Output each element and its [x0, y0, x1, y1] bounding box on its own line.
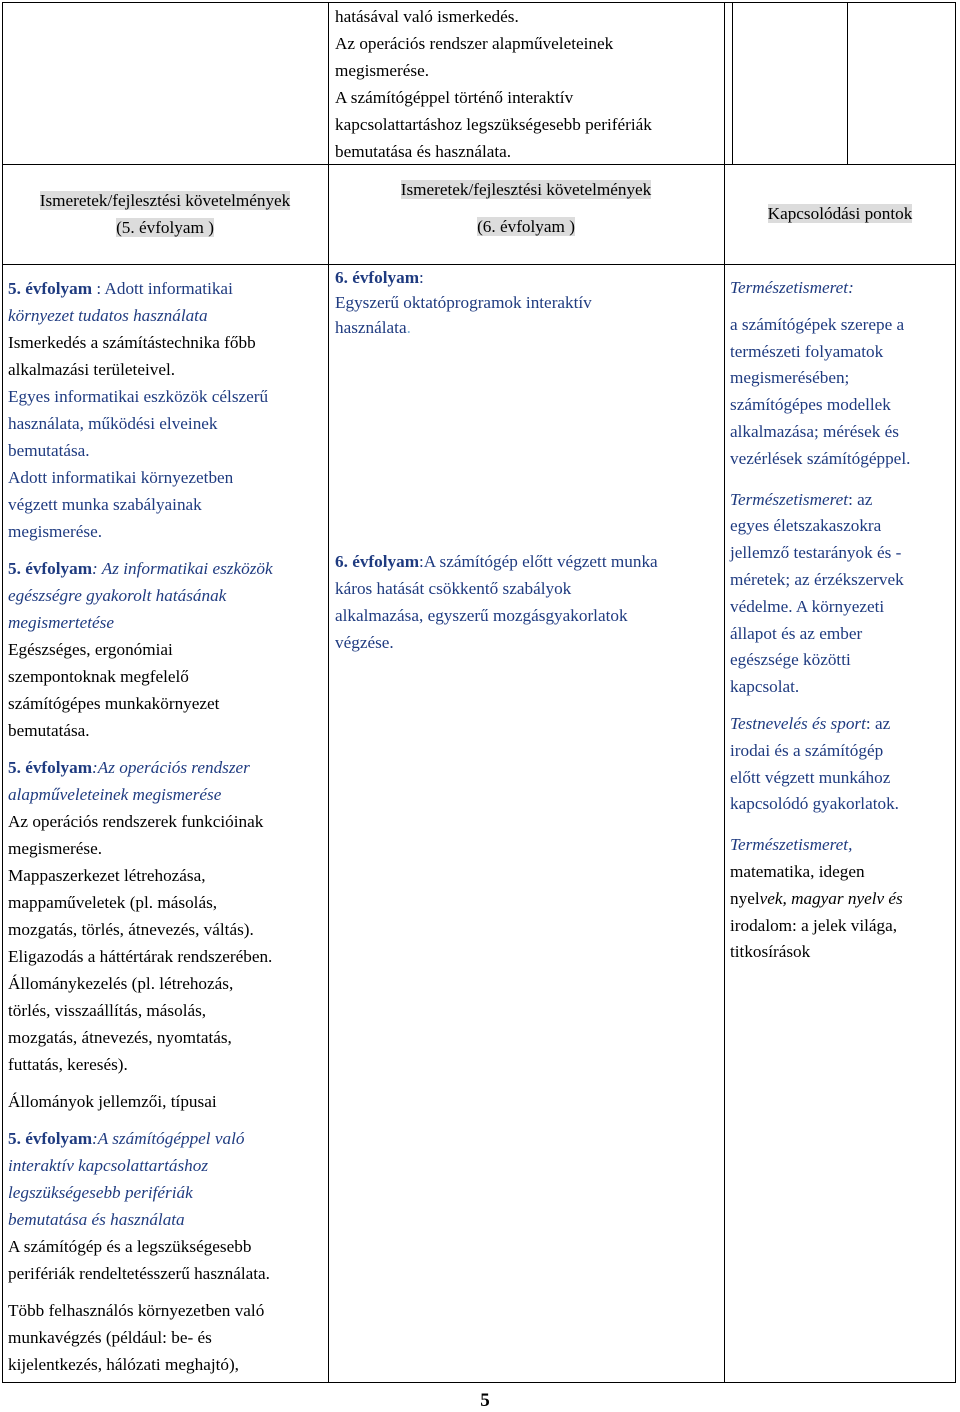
- text-line: munkavégzés (például: be- és: [8, 1328, 212, 1347]
- text-line: mozgatás, törlés, átnevezés, váltás).: [8, 920, 254, 939]
- block-title-line: bemutatása és használata: [8, 1210, 185, 1229]
- text-line: Az operációs rendszerek funkcióinak: [8, 812, 264, 831]
- block-title: 5. évfolyam: Az informatikai eszközök: [8, 559, 273, 578]
- block-title-line: legszükségesebb perifériák: [8, 1183, 193, 1202]
- text-line: kijelentkezés, hálózati meghajtó),: [8, 1355, 239, 1374]
- text-line: kapcsolat.: [730, 677, 800, 697]
- text-line: perifériák rendeltetésszerű használata.: [8, 1264, 270, 1283]
- text-line: irodai és a számítógép: [730, 740, 884, 760]
- subject-line: Természetismeret: az: [730, 489, 873, 509]
- text-line: kapcsolattartáshoz legszükségesebb perifériák: [335, 115, 652, 134]
- block-title: 6. évfolyam:A számítógép előtt végzett munka: [335, 552, 658, 571]
- text-line: végzése.: [335, 633, 394, 652]
- block-title-line: alapműveleteinek megismerése: [8, 785, 222, 804]
- header-title: Ismeretek/fejlesztési követelmények: [39, 191, 291, 210]
- text-line: káros hatását csökkentő szabályok: [335, 579, 572, 598]
- column-divider: [732, 2, 733, 164]
- text-line: mappaműveletek (pl. másolás,: [8, 893, 218, 912]
- text-line: használata.: [335, 318, 411, 337]
- text-line: A számítógéppel történő interaktív: [335, 88, 574, 107]
- text-line: jellemző testarányok és -: [730, 543, 902, 563]
- header-grade: (5. évfolyam ): [116, 218, 214, 237]
- block-title-line: megismertetése: [8, 613, 114, 632]
- text-line: végzett munka szabályainak: [8, 495, 202, 514]
- text-line: Egyszerű oktatóprogramok interaktív: [335, 293, 592, 312]
- block-title-line: interaktív kapcsolattartáshoz: [8, 1156, 209, 1175]
- text-line: Több felhasználós környezetben való: [8, 1301, 265, 1320]
- header-title: Kapcsolódási pontok: [767, 204, 913, 223]
- text-line: a számítógépek szerepe a: [730, 314, 905, 334]
- text-line: Eligazodás a háttértárak rendszerében.: [8, 947, 273, 966]
- block-title: 5. évfolyam:Az operációs rendszer: [8, 758, 250, 777]
- text-line: Mappaszerkezet létrehozása,: [8, 866, 206, 885]
- header-title: Ismeretek/fejlesztési követelmények: [400, 180, 652, 199]
- text-line: Egyes informatikai eszközök célszerű: [8, 387, 269, 406]
- page-number: 5: [480, 1390, 490, 1411]
- text-line: bemutatása.: [8, 721, 90, 740]
- text-line: természeti folyamatok: [730, 341, 884, 361]
- text-line: nyelvek, magyar nyelv és: [730, 888, 903, 908]
- text-line: Ismerkedés a számítástechnika főbb: [8, 333, 256, 352]
- text-line: előtt végzett munkához: [730, 767, 891, 787]
- text-line: megismerése.: [335, 61, 430, 80]
- text-line: bemutatása és használata.: [335, 142, 512, 161]
- col2-content: [335, 264, 721, 656]
- text-line: Állománykezelés (pl. létrehozás,: [8, 974, 234, 993]
- text-line: irodalom: a jelek világa,: [730, 915, 898, 935]
- text-line: A számítógép és a legszükségesebb: [8, 1237, 252, 1256]
- text-line: Adott informatikai környezetben: [8, 468, 234, 487]
- text-line: állapot és az ember: [730, 623, 863, 643]
- text-line: futtatás, keresés).: [8, 1055, 128, 1074]
- subject-line: Természetismeret,: [730, 835, 853, 855]
- text-line: védelme. A környezeti: [730, 596, 885, 616]
- block-title: 5. évfolyam:A számítógéppel való: [8, 1129, 245, 1148]
- block-title-line: egészségre gyakorolt hatásának: [8, 586, 227, 605]
- text-line: matematika, idegen: [730, 861, 865, 881]
- text-line: mozgatás, átnevezés, nyomtatás,: [8, 1028, 232, 1047]
- text-line: alkalmazása; mérések és: [730, 421, 899, 441]
- subject-line: Testnevelés és sport: az: [730, 713, 891, 733]
- text-line: bemutatása.: [8, 441, 90, 460]
- text-line: egyes életszakaszokra: [730, 516, 882, 536]
- text-line: számítógépes modellek: [730, 395, 891, 415]
- text-line: méretek; az érzékszervek: [730, 569, 904, 589]
- block-title-line: környezet tudatos használata: [8, 306, 208, 325]
- text-line: törlés, visszaállítás, másolás,: [8, 1001, 207, 1020]
- text-line: vezérlések számítógéppel.: [730, 448, 911, 468]
- text-line: megismerése.: [8, 839, 103, 858]
- text-line: alkalmazási területeivel.: [8, 360, 176, 379]
- subject-name: Természetismeret:: [730, 278, 854, 297]
- text-line: szempontoknak megfelelő: [8, 667, 189, 686]
- block-title: 6. évfolyam:: [335, 268, 424, 287]
- text-line: egészsége közötti: [730, 650, 851, 670]
- col3-content: [730, 275, 954, 966]
- text-line: titkosírások: [730, 942, 811, 962]
- header-col1: [2, 187, 328, 241]
- text-line: hatásával való ismerkedés.: [335, 7, 519, 26]
- text-line: megismerésében;: [730, 368, 850, 388]
- text-line: alkalmazása, egyszerű mozgásgyakorlatok: [335, 606, 628, 625]
- col1-content: [8, 275, 326, 1378]
- text-line: számítógépes munkakörnyezet: [8, 694, 220, 713]
- text-line: Egészséges, ergonómiai: [8, 640, 173, 659]
- header-col3: [724, 200, 956, 227]
- text-line: kapcsolódó gyakorlatok.: [730, 794, 899, 814]
- header-grade: (6. évfolyam ): [477, 217, 575, 236]
- text-line: Állományok jellemzői, típusai: [8, 1092, 217, 1111]
- block-title: 5. évfolyam : Adott informatikai: [8, 279, 233, 298]
- top-middle-cell: [335, 3, 720, 165]
- header-col2: [328, 176, 724, 240]
- text-line: használata, működési elveinek: [8, 414, 218, 433]
- text-line: Az operációs rendszer alapműveleteinek: [335, 34, 614, 53]
- column-divider: [847, 2, 848, 164]
- text-line: megismerése.: [8, 522, 103, 541]
